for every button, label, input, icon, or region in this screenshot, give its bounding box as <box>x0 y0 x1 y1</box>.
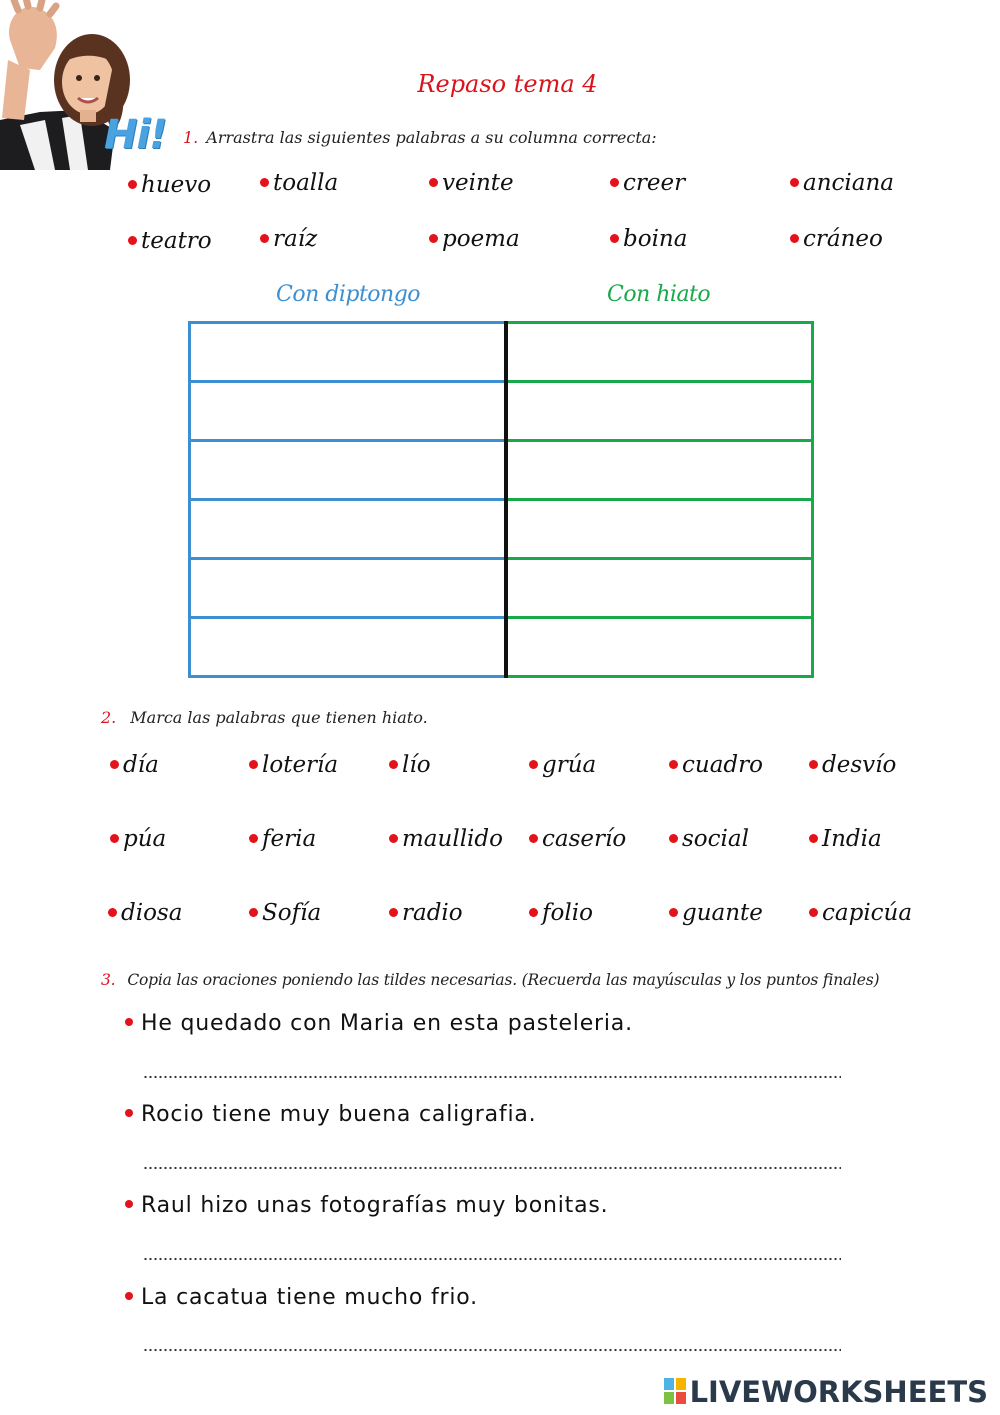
bullet-dot <box>249 760 258 769</box>
bullet-dot <box>110 834 119 843</box>
answer-input[interactable] <box>143 1348 841 1352</box>
bullet-dot <box>669 760 678 769</box>
selectable-word[interactable]: lotería <box>249 754 338 777</box>
sentence: He quedado con Maria en esta pasteleria. <box>125 1011 633 1036</box>
liveworksheets-logo <box>664 1375 988 1411</box>
bullet-dot <box>610 178 619 187</box>
bullet-dot <box>110 760 119 769</box>
bullet-dot <box>389 908 398 917</box>
bullet-dot <box>790 178 799 187</box>
selectable-word[interactable]: folio <box>529 902 593 925</box>
bullet-dot <box>125 1292 133 1300</box>
selectable-word[interactable]: cuadro <box>669 754 763 777</box>
bullet-dot <box>260 234 269 243</box>
drop-table <box>188 321 814 678</box>
draggable-word[interactable]: teatro <box>128 230 212 253</box>
bullet-dot <box>389 760 398 769</box>
exercise3-text: Copia las oraciones poniendo las tildes necesarias. (Recuerda las mayúsculas y los puntos finales) <box>127 971 880 989</box>
bullet-dot <box>529 834 538 843</box>
exercise2-instruction <box>101 708 428 727</box>
bullet-dot <box>669 834 678 843</box>
bullet-dot <box>429 178 438 187</box>
bullet-dot <box>790 234 799 243</box>
drop-cell-diptongo[interactable] <box>188 380 508 442</box>
drop-cell-hiato[interactable] <box>505 557 814 619</box>
bullet-dot <box>125 1018 133 1026</box>
bullet-dot <box>529 908 538 917</box>
bullet-dot <box>260 178 269 187</box>
bullet-dot <box>610 234 619 243</box>
selectable-word[interactable]: India <box>809 828 882 851</box>
drop-cell-diptongo[interactable] <box>188 498 508 560</box>
drop-cell-diptongo[interactable] <box>188 557 508 619</box>
bullet-dot <box>128 180 137 189</box>
selectable-word[interactable]: Sofía <box>249 902 321 925</box>
selectable-word[interactable]: desvío <box>809 754 896 777</box>
sentence: Rocio tiene muy buena caligrafia. <box>125 1102 536 1127</box>
hi-greeting: Hi! <box>104 112 167 158</box>
selectable-word[interactable]: diosa <box>108 902 182 925</box>
drop-cell-hiato[interactable] <box>505 439 814 501</box>
selectable-word[interactable]: maullido <box>389 828 503 851</box>
draggable-word[interactable]: raíz <box>260 228 317 251</box>
bullet-dot <box>669 908 678 917</box>
answer-input[interactable] <box>143 1166 841 1170</box>
sentence: La cacatua tiene mucho frio. <box>125 1285 478 1310</box>
draggable-word[interactable]: creer <box>610 172 685 195</box>
table-divider <box>504 321 508 678</box>
bullet-dot <box>809 760 818 769</box>
selectable-word[interactable]: guante <box>669 902 763 925</box>
selectable-word[interactable]: grúa <box>529 754 596 777</box>
bullet-dot <box>809 834 818 843</box>
bullet-dot <box>389 834 398 843</box>
draggable-word[interactable]: cráneo <box>790 228 883 251</box>
drop-cell-diptongo[interactable] <box>188 439 508 501</box>
bullet-dot <box>125 1200 133 1208</box>
liveworksheets-mark-icon <box>664 1377 686 1411</box>
column-heading-hiato: Con hiato <box>607 282 711 307</box>
draggable-word[interactable]: boina <box>610 228 687 251</box>
draggable-word[interactable]: anciana <box>790 172 894 195</box>
sentence: Raul hizo unas fotografías muy bonitas. <box>125 1193 608 1218</box>
selectable-word[interactable]: púa <box>110 828 166 851</box>
answer-input[interactable] <box>143 1075 841 1079</box>
page-title: Repaso tema 4 <box>417 70 598 98</box>
exercise1-text: Arrastra las siguientes palabras a su columna correcta: <box>206 128 657 147</box>
exercise1-instruction <box>183 128 657 147</box>
draggable-word[interactable]: toalla <box>260 172 338 195</box>
answer-input[interactable] <box>143 1257 841 1261</box>
bullet-dot <box>128 236 137 245</box>
selectable-word[interactable]: caserío <box>529 828 626 851</box>
drop-cell-diptongo[interactable] <box>188 321 508 383</box>
selectable-word[interactable]: día <box>110 754 159 777</box>
liveworksheets-text: LIVEWORKSHEETS <box>689 1375 988 1409</box>
exercise1-number: 1. <box>183 128 199 147</box>
bullet-dot <box>125 1109 133 1117</box>
column-heading-diptongo: Con diptongo <box>276 282 421 307</box>
exercise3-number: 3. <box>101 971 116 989</box>
selectable-word[interactable]: lío <box>389 754 431 777</box>
drop-cell-hiato[interactable] <box>505 616 814 678</box>
drop-cell-hiato[interactable] <box>505 321 814 383</box>
bullet-dot <box>809 908 818 917</box>
drop-cell-hiato[interactable] <box>505 498 814 560</box>
selectable-word[interactable]: capicúa <box>809 902 912 925</box>
bullet-dot <box>529 760 538 769</box>
exercise3-instruction <box>101 971 879 989</box>
selectable-word[interactable]: feria <box>249 828 316 851</box>
selectable-word[interactable]: radio <box>389 902 463 925</box>
exercise2-number: 2. <box>101 708 117 727</box>
selectable-word[interactable]: social <box>669 828 749 851</box>
draggable-word[interactable]: veinte <box>429 172 514 195</box>
drop-cell-hiato[interactable] <box>505 380 814 442</box>
draggable-word[interactable]: huevo <box>128 174 211 197</box>
bullet-dot <box>249 834 258 843</box>
draggable-word[interactable]: poema <box>429 228 520 251</box>
bullet-dot <box>249 908 258 917</box>
bullet-dot <box>108 908 117 917</box>
bullet-dot <box>429 234 438 243</box>
exercise2-text: Marca las palabras que tienen hiato. <box>130 708 428 727</box>
drop-cell-diptongo[interactable] <box>188 616 508 678</box>
